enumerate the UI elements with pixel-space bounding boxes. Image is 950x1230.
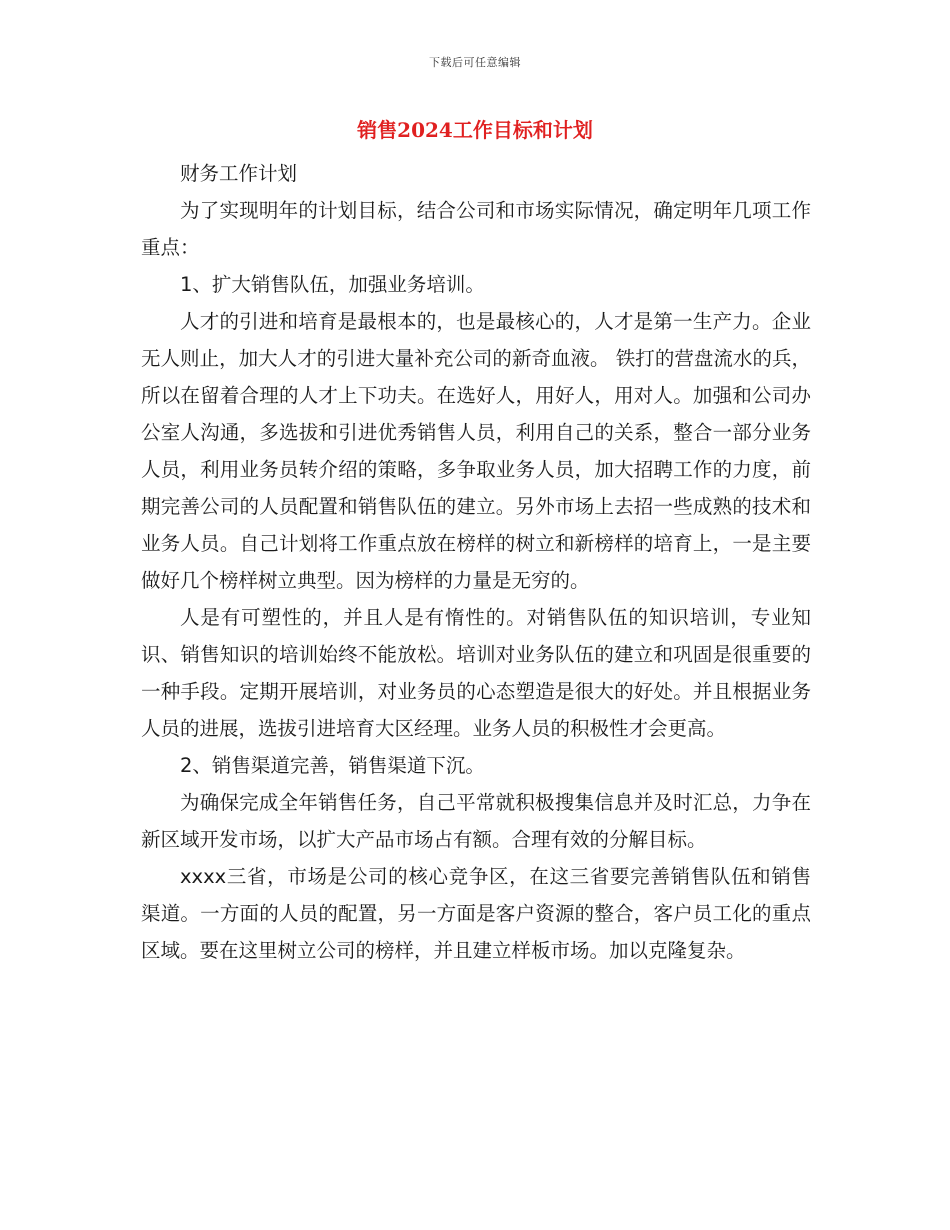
section-heading-2: 2、销售渠道完善，销售渠道下沉。 bbox=[180, 754, 485, 777]
document-body bbox=[141, 155, 811, 969]
section-heading-finance-plan: 财务工作计划 bbox=[180, 162, 298, 185]
paragraph-talent: 人才的引进和培育是最根本的，也是最核心的，人才是第一生产力。企业无人则止，加大人才的引进大量补充公司的新奇血液。 铁打的营盘流水的兵，所以在留着合理的人才上下功夫。在选好人，用好人，用对人。加强和公司办公室人沟通，多选拔和引进优秀销售人员，利用自己的关系，整合一部分业务人员，利用业务员转介绍的策略，多争取业务人员，加大招聘工作的力度，前期完善公司的人员配置和销售队伍的建立。另外市场上去招一些成熟的技术和业务人员。自己计划将工作重点放在榜样的树立和新榜样的培育上，一是主要做好几个榜样树立典型。因为榜样的力量是无穷的。 bbox=[141, 310, 811, 592]
paragraph-sales-task: 为确保完成全年销售任务，自己平常就积极搜集信息并及时汇总，力争在新区域开发市场，以扩大产品市场占有额。合理有效的分解目标。 bbox=[141, 791, 811, 851]
paragraph-intro: 为了实现明年的计划目标，结合公司和市场实际情况，确定明年几项工作重点： bbox=[141, 199, 811, 259]
document-title: 销售2024工作目标和计划 bbox=[357, 118, 593, 142]
page-header-note: 下载后可任意编辑 bbox=[429, 56, 521, 69]
paragraph-training: 人是有可塑性的，并且人是有惰性的。对销售队伍的知识培训，专业知识、销售知识的培训始终不能放松。培训对业务队伍的建立和巩固是很重要的一种手段。定期开展培训，对业务员的心态塑造是很大的好处。并且根据业务人员的进展，选拔引进培育大区经理。业务人员的积极性才会更高。 bbox=[141, 606, 811, 740]
paragraph-three-provinces: xxxx三省，市场是公司的核心竞争区，在这三省要完善销售队伍和销售渠道。一方面的人员的配置，另一方面是客户资源的整合，客户员工化的重点区域。要在这里树立公司的榜样，并且建立样板市场。加以克隆复杂。 bbox=[141, 865, 811, 962]
section-heading-1: 1、扩大销售队伍，加强业务培训。 bbox=[180, 273, 485, 296]
